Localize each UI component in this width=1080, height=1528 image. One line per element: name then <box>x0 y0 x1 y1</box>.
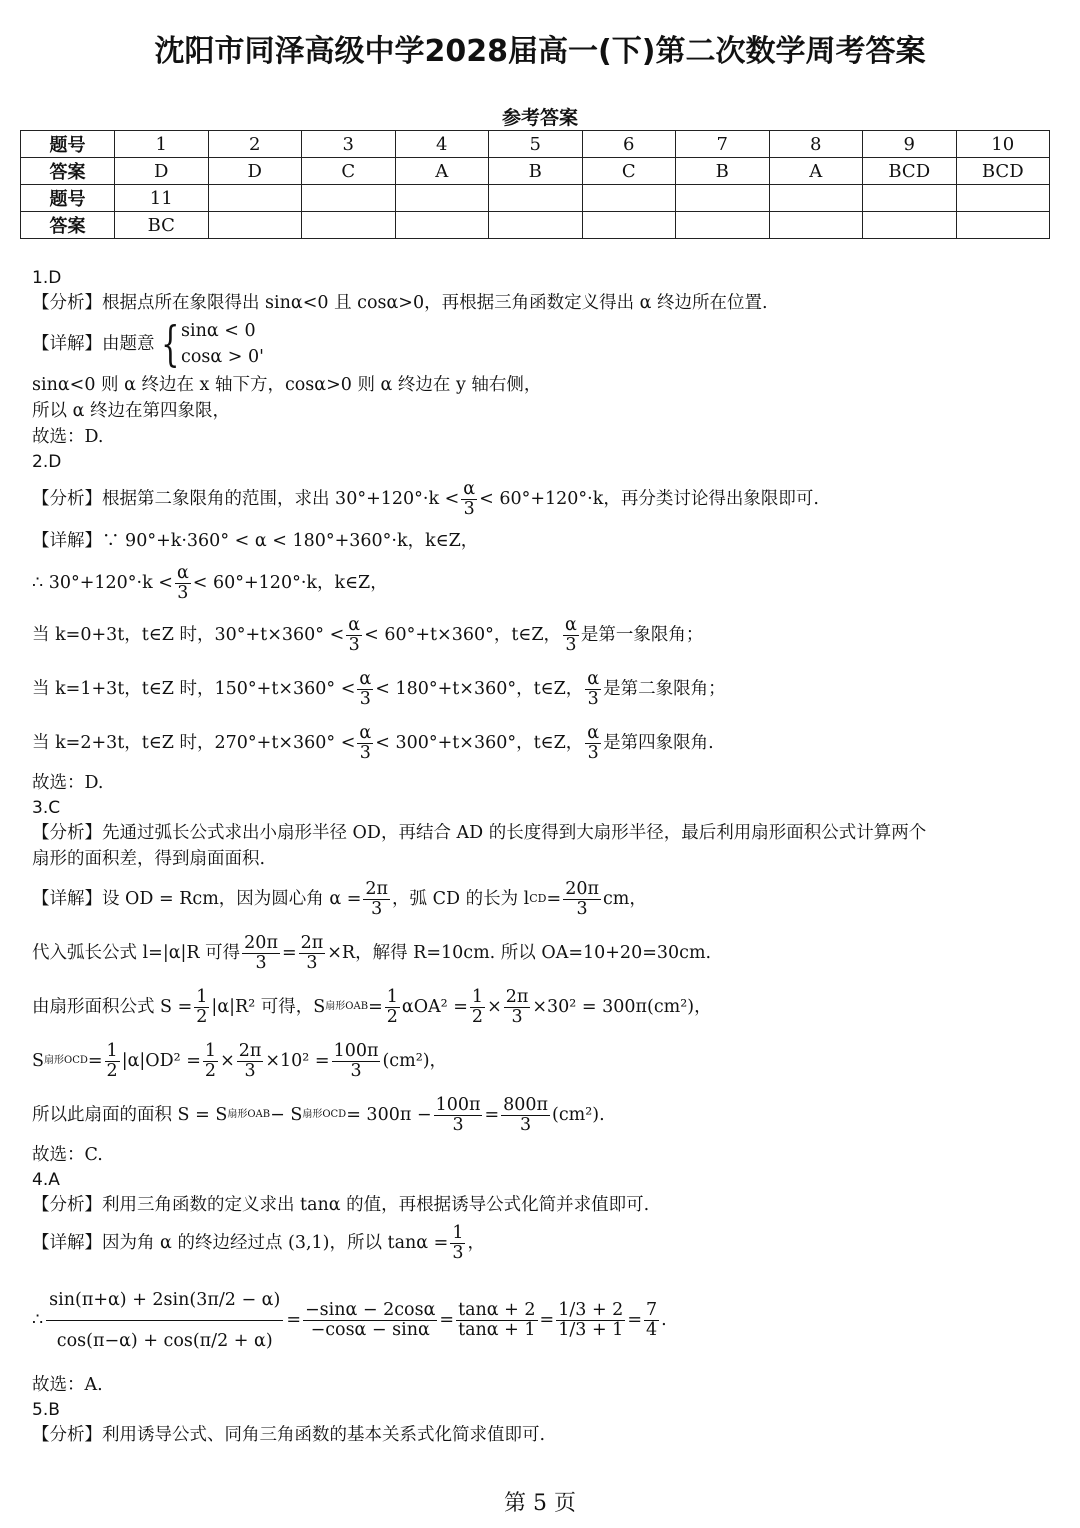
text-segment: = <box>439 1310 455 1330</box>
detail-line <box>32 1088 1042 1142</box>
case-line <box>32 608 1042 662</box>
detail-line: 所以 α 终边在第四象限， <box>32 401 230 421</box>
table-cell <box>956 185 1050 212</box>
text-segment: < 180°+t×360°，t∈Z， <box>375 679 584 699</box>
fraction: $\frac{1}{2}$ <box>386 986 398 1027</box>
table-cell <box>208 212 302 239</box>
derivation-line <box>32 1268 1042 1372</box>
text-segment: 【详解】设 OD = Rcm，因为圆心角 α = <box>32 889 362 909</box>
table-cell: C <box>302 158 396 185</box>
case-line <box>32 716 1042 770</box>
table-cell <box>582 185 676 212</box>
detail-line <box>32 872 1042 926</box>
text-segment: < 300°+t×360°，t∈Z， <box>375 733 584 753</box>
detail-line <box>32 316 1042 372</box>
subscript: CD <box>529 892 547 905</box>
table-cell: D <box>208 158 302 185</box>
detail-line <box>32 980 1042 1034</box>
row-label: 题号 <box>21 185 115 212</box>
table-row <box>21 185 1050 212</box>
text-segment: ×10² = <box>265 1051 330 1071</box>
analysis-text: 【分析】利用诱导公式、同角三角函数的基本关系式化简求值即可. <box>32 1425 546 1445</box>
table-cell: 1 <box>115 131 209 158</box>
table-caption: 参考答案 <box>501 107 578 129</box>
text-segment: = <box>539 1310 555 1330</box>
text-segment: 当 k=1+3t，t∈Z 时，150°+t×360° < <box>32 679 356 699</box>
text-segment: 是第四象限角. <box>603 733 714 753</box>
row-label: 答案 <box>21 212 115 239</box>
table-cell <box>489 185 583 212</box>
text-segment: |α|R² 可得，S <box>211 997 326 1017</box>
text-segment: 【分析】根据第二象限角的范围，求出 30°+120°·k < <box>32 489 460 509</box>
text-segment: 是第二象限角； <box>603 679 726 699</box>
table-cell <box>676 212 770 239</box>
text-segment: ×30² = 300π(cm²)， <box>532 997 712 1017</box>
fraction: $\frac{\tan\alpha + 2}{\tan\alpha + 1}$ <box>458 1299 536 1340</box>
question-head: 1.D <box>32 268 62 288</box>
detail-line <box>32 1034 1042 1088</box>
fraction: $\frac{2\pi}{3}$ <box>300 932 324 973</box>
fraction: $\frac{20\pi}{3}$ <box>244 932 278 973</box>
question-head: 4.A <box>32 1170 60 1190</box>
detail-line <box>32 558 1042 608</box>
text-segment: ，弧 CD 的长为 l <box>392 889 530 909</box>
text-segment: < 60°+t×360°，t∈Z， <box>364 625 561 645</box>
table-row <box>21 131 1050 158</box>
subscript: 扇形OCD <box>302 1109 347 1120</box>
table-cell: 7 <box>676 131 770 158</box>
text-segment: − S <box>270 1105 303 1125</box>
table-cell: 10 <box>956 131 1050 158</box>
subscript: 扇形OAB <box>325 1001 369 1012</box>
analysis-text <box>32 474 1042 524</box>
fraction: $\frac{1}{3}$ <box>452 1222 464 1263</box>
answer-table <box>20 130 1050 239</box>
table-cell: B <box>676 158 770 185</box>
table-cell <box>676 185 770 212</box>
brace-glyph: { <box>160 316 179 372</box>
system-row: cosα > 0' <box>181 347 264 367</box>
table-cell <box>395 212 489 239</box>
text-segment: 【详解】因为角 α 的终边经过点 (3,1)，所以 tanα = <box>32 1233 449 1253</box>
text-segment: × <box>220 1051 235 1071</box>
table-cell <box>208 185 302 212</box>
choose-line: 故选：A. <box>32 1375 103 1395</box>
fraction: $\frac{1}{2}$ <box>204 1040 217 1081</box>
choose-line: 故选：D. <box>32 773 104 793</box>
case-line <box>32 662 1042 716</box>
text-segment: 是第一象限角； <box>580 625 704 645</box>
table-cell: 11 <box>115 185 209 212</box>
table-cell <box>769 185 863 212</box>
analysis-text: 【分析】根据点所在象限得出 sinα<0 且 cosα>0，再根据三角函数定义得出 α 终边所在位置. <box>32 293 768 313</box>
text-segment: = <box>484 1105 500 1125</box>
fraction: $\frac{\alpha}{3}$ <box>565 614 577 655</box>
table-row <box>21 158 1050 185</box>
table-cell: BC <box>115 212 209 239</box>
question-head: 2.D <box>32 452 62 472</box>
text-segment: . <box>661 1310 667 1330</box>
detail-line <box>32 1218 1042 1268</box>
text-segment: < 60°+120°·k，k∈Z， <box>192 573 388 593</box>
subscript: 扇形OAB <box>227 1109 271 1120</box>
text-segment: cm， <box>602 889 647 909</box>
system-row: sinα < 0 <box>181 321 256 341</box>
analysis-text: 【分析】先通过弧长公式求出小扇形半径 OD，再结合 AD 的长度得到大扇形半径，最后利用扇形面积公式计算两个 <box>32 823 927 843</box>
solutions <box>32 266 1042 1448</box>
table-cell: 6 <box>582 131 676 158</box>
fraction: $\frac{1/3 + 2}{1/3 + 1}$ <box>558 1299 624 1340</box>
table-cell <box>302 185 396 212</box>
table-cell: D <box>115 158 209 185</box>
table-cell: 8 <box>769 131 863 158</box>
fraction: $\frac{7}{4}$ <box>645 1299 658 1340</box>
text-segment: |α|OD² = <box>121 1051 201 1071</box>
text-segment: = <box>87 1051 103 1071</box>
table-cell <box>582 212 676 239</box>
fraction: $\frac{2\pi}{3}$ <box>365 878 389 919</box>
text-segment: (cm²)， <box>382 1051 448 1071</box>
text-segment: αOA² = <box>401 997 468 1017</box>
table-cell: 2 <box>208 131 302 158</box>
fraction: $\frac{\sin(\pi+\alpha) + 2\sin(3\pi/2 - \alpha)}{\cos(\pi-\alpha) + \cos(\pi/2 + \alpha)}$ <box>46 1280 283 1361</box>
text-segment: 当 k=2+3t，t∈Z 时，270°+t×360° < <box>32 733 356 753</box>
fraction: $\frac{\alpha}{3}$ <box>359 722 372 763</box>
fraction: $\frac{\alpha}{3}$ <box>176 562 189 603</box>
table-cell: B <box>489 158 583 185</box>
fraction: $\frac{1}{2}$ <box>196 986 208 1027</box>
fraction: $\frac{100\pi}{3}$ <box>435 1094 481 1135</box>
text-segment: ∴ <box>32 1310 44 1330</box>
row-label: 题号 <box>21 131 115 158</box>
fraction: $\frac{1}{2}$ <box>106 1040 118 1081</box>
table-cell <box>302 212 396 239</box>
text-segment: (cm²). <box>552 1105 605 1125</box>
equation-system <box>155 318 264 370</box>
fraction: $\frac{100\pi}{3}$ <box>333 1040 379 1081</box>
table-cell <box>769 212 863 239</box>
table-cell: 9 <box>863 131 957 158</box>
question-head: 5.B <box>32 1400 60 1420</box>
detail-prefix: 【详解】由题意 <box>32 334 155 354</box>
text-segment: = 300π − <box>346 1105 432 1125</box>
analysis-text: 扇形的面积差，得到扇面面积. <box>32 849 266 869</box>
text-segment: 由扇形面积公式 S = <box>32 997 193 1017</box>
text-segment: = <box>281 943 297 963</box>
fraction: $\frac{2\pi}{3}$ <box>238 1040 262 1081</box>
text-segment: 所以此扇面的面积 S = S <box>32 1105 228 1125</box>
subscript: 扇形OCD <box>44 1055 88 1066</box>
analysis-text: 【分析】利用三角函数的定义求出 tanα 的值，再根据诱导公式化简并求值即可. <box>32 1195 650 1215</box>
fraction: $\frac{2\pi}{3}$ <box>505 986 529 1027</box>
text-segment: ， <box>467 1233 485 1253</box>
detail-line: 【详解】∵ 90°+k·360° < α < 180°+360°·k，k∈Z， <box>32 531 479 551</box>
text-segment: = <box>286 1310 301 1330</box>
choose-line: 故选：C. <box>32 1145 103 1165</box>
table-cell <box>956 212 1050 239</box>
row-label: 答案 <box>21 158 115 185</box>
fraction: $\frac{\alpha}{3}$ <box>463 478 476 519</box>
fraction: $\frac{20\pi}{3}$ <box>565 878 599 919</box>
question-head: 3.C <box>32 798 61 818</box>
detail-line: sinα<0 则 α 终边在 x 轴下方，cosα>0 则 α 终边在 y 轴右侧， <box>32 375 542 395</box>
text-segment: = <box>546 889 562 909</box>
choose-line: 故选：D. <box>32 427 104 447</box>
text-segment: S <box>32 1051 44 1071</box>
fraction: $\frac{\alpha}{3}$ <box>359 668 372 709</box>
table-cell: BCD <box>863 158 957 185</box>
table-cell <box>863 212 957 239</box>
fraction: $\frac{\alpha}{3}$ <box>587 722 600 763</box>
text-segment: × <box>487 997 502 1017</box>
table-cell <box>863 185 957 212</box>
table-cell: A <box>769 158 863 185</box>
fraction: $\frac{-\sin\alpha - 2\cos\alpha}{-\cos\alpha - \sin\alpha}$ <box>305 1299 436 1340</box>
table-row <box>21 212 1050 239</box>
text-segment: < 60°+120°·k，再分类讨论得出象限即可. <box>479 489 819 509</box>
table-cell: A <box>395 158 489 185</box>
table-cell: 3 <box>302 131 396 158</box>
table-cell: C <box>582 158 676 185</box>
text-segment: = <box>368 997 383 1017</box>
table-cell: 5 <box>489 131 583 158</box>
text-segment: = <box>627 1310 642 1330</box>
detail-line <box>32 926 1042 980</box>
table-cell <box>395 185 489 212</box>
text-segment: 当 k=0+3t，t∈Z 时，30°+t×360° < <box>32 625 345 645</box>
fraction: $\frac{1}{2}$ <box>471 986 484 1027</box>
table-cell <box>489 212 583 239</box>
text-segment: ×R，解得 R=10cm. 所以 OA=10+20=30cm. <box>327 943 712 963</box>
table-cell: 4 <box>395 131 489 158</box>
page-number: 第 5 页 <box>504 1491 576 1516</box>
text-segment: 代入弧长公式 l=|α|R 可得 <box>32 943 241 963</box>
table-cell: BCD <box>956 158 1050 185</box>
page-title: 沈阳市同泽高级中学2028届高一(下)第二次数学周考答案 <box>154 34 926 69</box>
fraction: $\frac{\alpha}{3}$ <box>348 614 361 655</box>
text-segment: ∴ 30°+120°·k < <box>32 573 173 593</box>
fraction: $\frac{\alpha}{3}$ <box>587 668 600 709</box>
fraction: $\frac{800\pi}{3}$ <box>503 1094 549 1135</box>
